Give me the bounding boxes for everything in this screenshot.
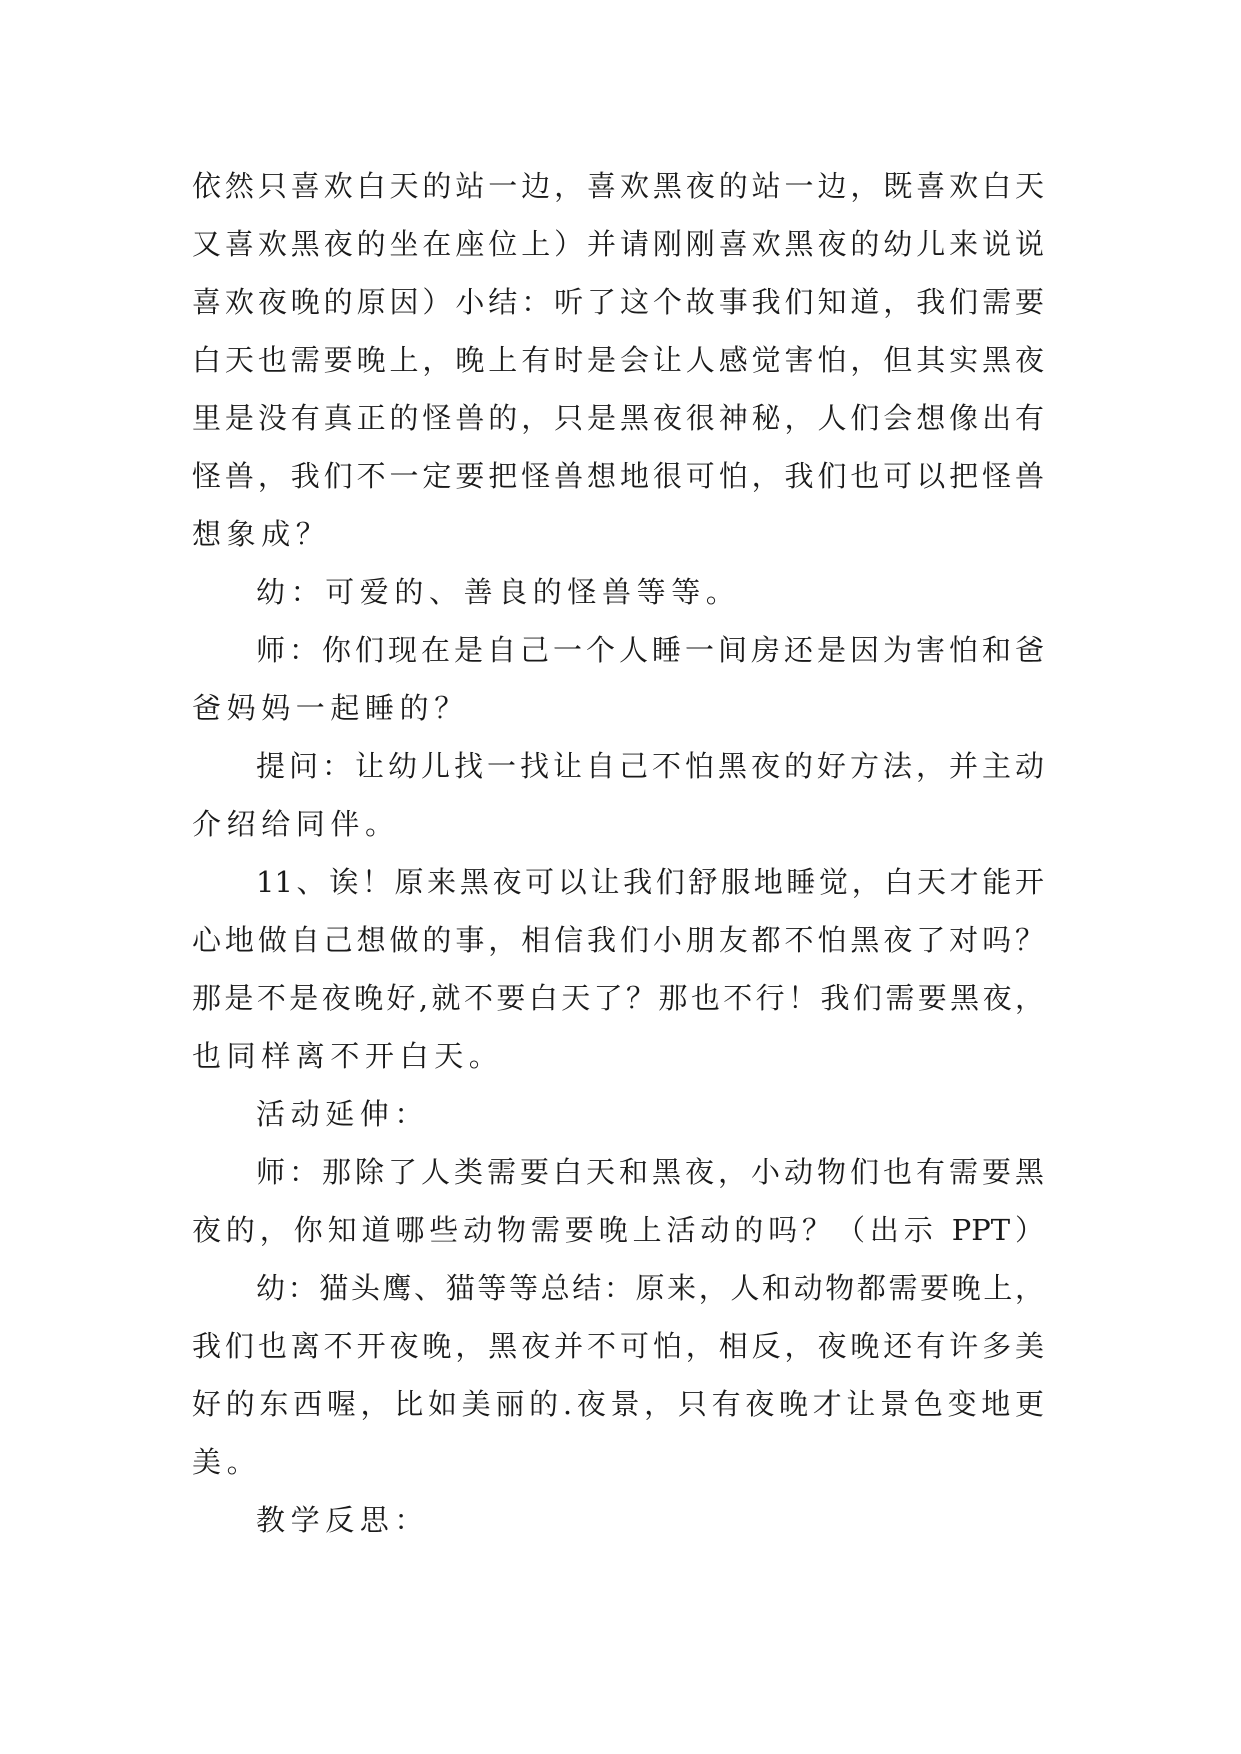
text-line: 幼：可爱的、善良的怪兽等等。 — [256, 575, 741, 609]
text-line: 依然只喜欢白天的站一边，喜欢黑夜的站一边，既喜欢白天 — [192, 169, 1044, 203]
text-line: 又喜欢黑夜的坐在座位上）并请刚刚喜欢黑夜的幼儿来说说 — [192, 227, 1044, 261]
text-line: 也同样离不开白天。 — [192, 1039, 504, 1073]
text-line: 幼：猫头鹰、猫等等总结：原来，人和动物都需要晚上， — [256, 1271, 1044, 1305]
section-heading: 教学反思： — [256, 1503, 430, 1537]
text-line: 师：那除了人类需要白天和黑夜，小动物们也有需要黑 — [256, 1155, 1044, 1189]
text-line: 爸妈妈一起睡的？ — [192, 691, 469, 725]
text-line: 那是不是夜晚好,就不要白天了？那也不行！我们需要黑夜， — [192, 981, 1044, 1015]
text-line: 美。 — [192, 1445, 262, 1479]
text-line: 好的东西喔，比如美丽的.夜景，只有夜晚才让景色变地更 — [192, 1387, 1044, 1421]
text-line: 提问：让幼儿找一找让自己不怕黑夜的好方法，并主动 — [256, 749, 1044, 783]
text-line: 心地做自己想做的事，相信我们小朋友都不怕黑夜了对吗？ — [192, 923, 1044, 957]
text-line: 想象成？ — [192, 517, 331, 551]
section-heading: 活动延伸： — [256, 1097, 430, 1131]
text-line: 介绍给同伴。 — [192, 807, 400, 841]
text-line: 里是没有真正的怪兽的，只是黑夜很神秘，人们会想像出有 — [192, 401, 1044, 435]
text-line: 师：你们现在是自己一个人睡一间房还是因为害怕和爸 — [256, 633, 1044, 667]
text-line: 11、诶！原来黑夜可以让我们舒服地睡觉，白天才能开 — [256, 865, 1044, 899]
text-line: 夜的，你知道哪些动物需要晚上活动的吗？（出示 PPT） — [192, 1213, 1044, 1247]
text-line: 白天也需要晚上，晚上有时是会让人感觉害怕，但其实黑夜 — [192, 343, 1044, 377]
text-line: 怪兽，我们不一定要把怪兽想地很可怕，我们也可以把怪兽 — [192, 459, 1044, 493]
text-line: 喜欢夜晚的原因）小结：听了这个故事我们知道，我们需要 — [192, 285, 1044, 319]
text-line: 我们也离不开夜晚，黑夜并不可怕，相反，夜晚还有许多美 — [192, 1329, 1044, 1363]
